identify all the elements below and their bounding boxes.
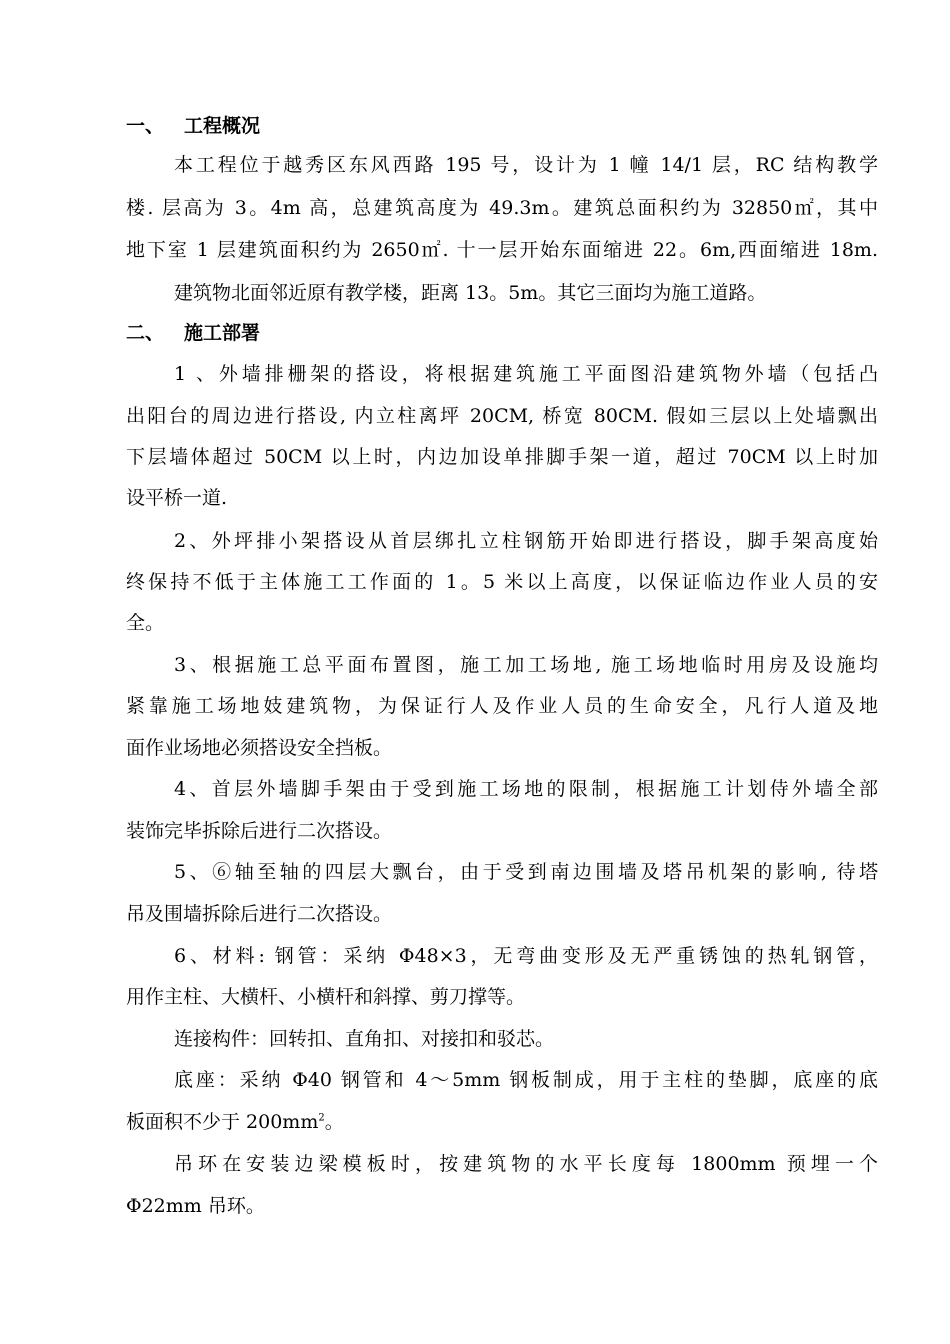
overview-line-2: 楼. 层高为 3。4m 高，总建筑高度为 49.3m。建筑总面积约为 32850㎡，其中 [126,197,878,219]
section-1-title: 工程概况 [184,115,261,137]
item-6-line-1: 6、材料: 钢管：采纳 Φ48×3，无弯曲变形及无严重锈蚀的热轧钢管， [174,945,878,967]
base-area-superscript: 2 [318,1112,325,1124]
section-2-heading [126,320,260,346]
overview-line-3: 地下室 1 层建筑面积约为 2650㎡. 十一层开始东面缩进 22。6m,西面缩进 18m. [126,239,878,261]
item-2-line-2: 终保持不低于主体施工工作面的 1。5 米以上高度，以保证临边作业人员的安 [126,571,878,593]
item-2-line-1: 2、外坪排小架搭设从首层绑扎立柱钢筋开始即进行搭设，脚手架高度始 [174,530,878,552]
item-2-line-3: 全。 [126,612,165,634]
overview-line-1: 本工程位于越秀区东风西路 195 号，设计为 1 幢 14/1 层，RC 结构教学 [174,154,878,176]
item-1-line-4: 设平桥一道. [126,487,228,509]
base-line-2 [126,1109,344,1135]
item-3-line-1: 3、根据施工总平面布置图，施工加工场地, 施工场地临时用房及设施均 [174,654,878,676]
item-3-line-2: 紧靠施工场地妓建筑物，为保证行人及作业人员的生命安全，凡行人道及地 [126,695,878,717]
item-1-line-2: 出阳台的周边进行搭设, 内立柱离坪 20CM, 桥宽 80CM. 假如三层以上处墙飘出 [126,405,878,427]
section-1-heading [126,113,260,139]
item-1-line-1: 1 、外墙排栅架的搭设，将根据建筑施工平面图沿建筑物外墙（包括凸 [174,363,878,385]
ring-line-1: 吊环在安装边梁模板时，按建筑物的水平长度每 1800mm 预埋一个 [174,1153,878,1175]
ring-line-2: Φ22mm 吊环。 [126,1195,265,1217]
item-6-line-2: 用作主柱、大横杆、小横杆和斜撑、剪刀撑等。 [126,986,526,1008]
section-2-title: 施工部署 [184,322,261,344]
item-1-line-3: 下层墙体超过 50CM 以上时，内边加设单排脚手架一道，超过 70CM 以上时加 [126,446,878,468]
overview-line-4: 建筑物北面邻近原有教学楼，距离 13。5m。其它三面均为施工道路。 [174,282,767,304]
base-line-1: 底座：采纳 Φ40 钢管和 4～5mm 钢板制成，用于主柱的垫脚，底座的底 [174,1069,878,1091]
item-4-line-2: 装饰完毕拆除后进行二次搭设。 [126,820,393,842]
item-5-line-2: 吊及围墙拆除后进行二次搭设。 [126,903,393,925]
section-1-number: 一、 [126,115,165,137]
connectors-line: 连接构件：回转扣、直角扣、对接扣和驳芯。 [174,1028,555,1050]
base-line-2-text: 板面积不少于 200mm [126,1111,319,1133]
section-2-number: 二、 [126,322,165,344]
base-line-2-end: 。 [324,1111,344,1133]
item-4-line-1: 4、首层外墙脚手架由于受到施工场地的限制，根据施工计划侍外墙全部 [174,778,878,800]
item-5-line-1: 5、⑥轴至轴的四层大飘台，由于受到南边围墙及塔吊机架的影响, 待塔 [174,861,878,883]
item-3-line-3: 面作业场地必须搭设安全挡板。 [126,737,393,759]
